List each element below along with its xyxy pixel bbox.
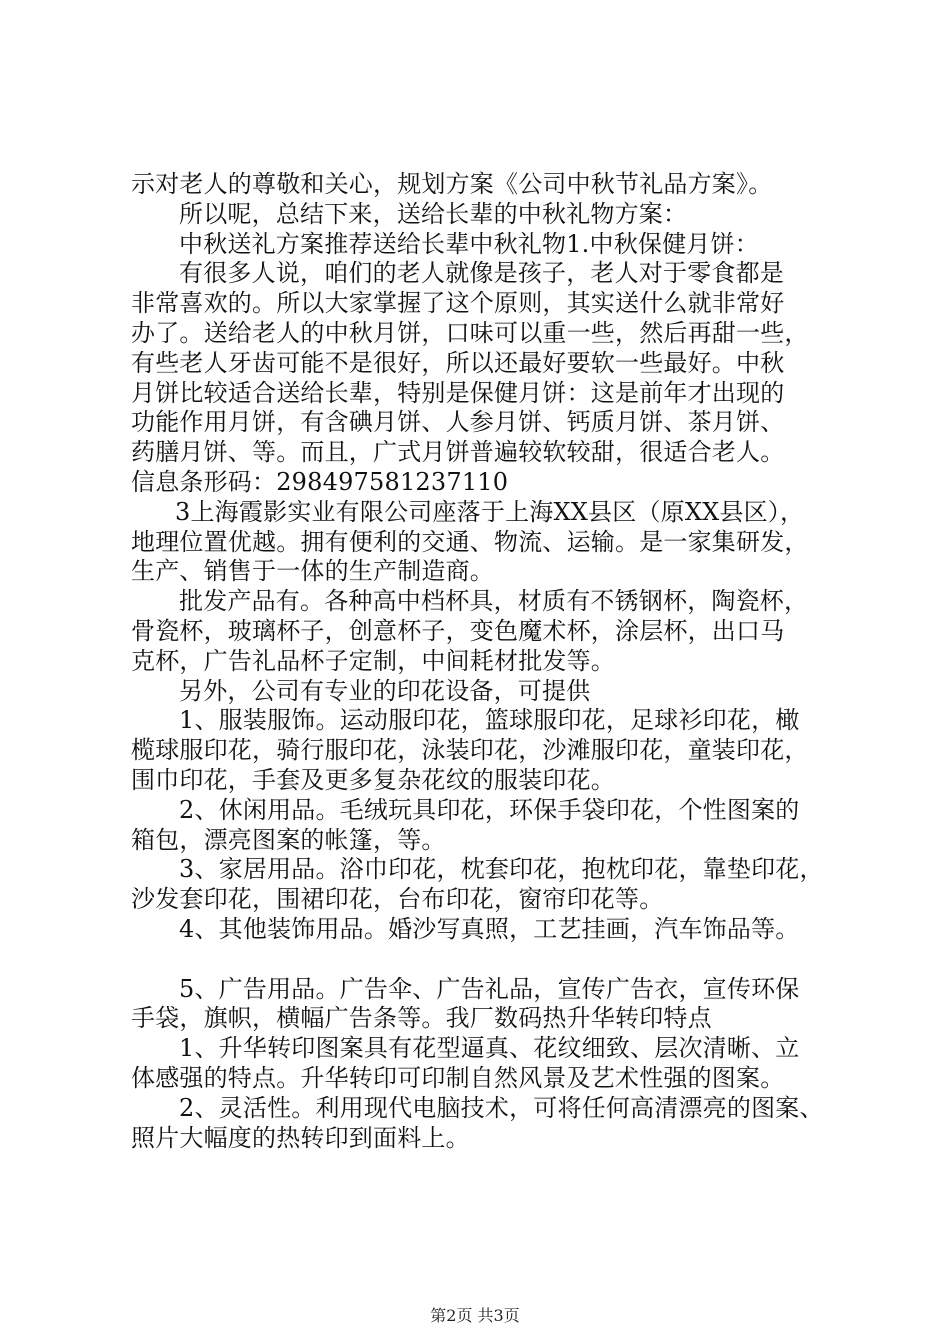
- text-line: 月饼比较适合送给长辈，特别是保健月饼：这是前年才出现的: [131, 378, 785, 407]
- text-line: 手袋，旗帜，横幅广告条等。我厂数码热升华转印特点: [131, 1004, 712, 1033]
- text-line: 体感强的特点。升华转印可印制自然风景及艺术性强的图案。: [131, 1063, 785, 1092]
- page-number-footer: 第2页 共3页: [430, 1306, 520, 1325]
- text-line: 5、广告用品。广告伞、广告礼品，宣传广告衣，宣传环保: [179, 974, 800, 1003]
- text-line: 箱包，漂亮图案的帐篷，等。: [131, 825, 446, 854]
- text-line: 2、休闲用品。毛绒玩具印花，环保手袋印花，个性图案的: [179, 795, 800, 824]
- text-line: 克杯，广告礼品杯子定制，中间耗材批发等。: [131, 646, 615, 675]
- text-line: 3、家居用品。浴巾印花，枕套印花，抱枕印花，靠垫印花，: [179, 855, 824, 884]
- barcode-line: 信息条形码：298497581237110: [131, 467, 509, 496]
- text-line: 围巾印花，手套及更多复杂花纹的服装印花。: [131, 765, 615, 794]
- text-line: 示对老人的尊敬和关心，规划方案《公司中秋节礼品方案》。: [131, 170, 773, 198]
- blank-line: [131, 945, 831, 975]
- text-line: 照片大幅度的热转印到面料上。: [131, 1123, 470, 1152]
- text-line: 批发产品有。各种高中档杯具，材质有不锈钢杯，陶瓷杯，: [179, 587, 809, 616]
- text-line: 沙发套印花，围裙印花，台布印花，窗帘印花等。: [131, 885, 664, 914]
- text-line: 功能作用月饼，有含碘月饼、人参月饼、钙质月饼、茶月饼、: [131, 408, 785, 437]
- text-line: 骨瓷杯，玻璃杯子，创意杯子，变色魔术杯，涂层杯，出口马: [131, 616, 785, 645]
- text-line: 所以呢，总结下来，送给长辈的中秋礼物方案：: [179, 199, 688, 228]
- text-line: 3上海霞影实业有限公司座落于上海XX县区（原XX县区），: [175, 497, 805, 526]
- text-line: 1、升华转印图案具有花型逼真、花纹细致、层次清晰、立: [179, 1034, 800, 1063]
- text-line: 药膳月饼、等。而且，广式月饼普遍较软较甜，很适合老人。: [131, 438, 785, 467]
- document-body: [131, 170, 831, 1153]
- text-line: 榄球服印花，骑行服印花，泳装印花，沙滩服印花，童装印花，: [131, 736, 809, 765]
- text-line: 办了。送给老人的中秋月饼，口味可以重一些，然后再甜一些，: [131, 318, 809, 347]
- text-line: 有很多人说，咱们的老人就像是孩子，老人对于零食都是: [179, 259, 784, 288]
- text-line: 1、服装服饰。运动服印花，篮球服印花，足球衫印花，橄: [179, 706, 800, 735]
- text-line: 另外，公司有专业的印花设备，可提供: [179, 676, 591, 705]
- text-line: 有些老人牙齿可能不是很好，所以还最好要软一些最好。中秋: [131, 348, 785, 377]
- text-line: 4、其他装饰用品。婚沙写真照，工艺挂画，汽车饰品等。: [179, 914, 800, 943]
- text-line: 生产、销售于一体的生产制造商。: [131, 557, 494, 586]
- text-line: 中秋送礼方案推荐送给长辈中秋礼物1.中秋保健月饼：: [179, 229, 759, 258]
- text-line: 非常喜欢的。所以大家掌握了这个原则，其实送什么就非常好: [131, 289, 785, 318]
- text-line: 地理位置优越。拥有便利的交通、物流、运输。是一家集研发，: [131, 527, 809, 556]
- text-line: 2、灵活性。利用现代电脑技术，可将任何高清漂亮的图案、: [179, 1093, 824, 1122]
